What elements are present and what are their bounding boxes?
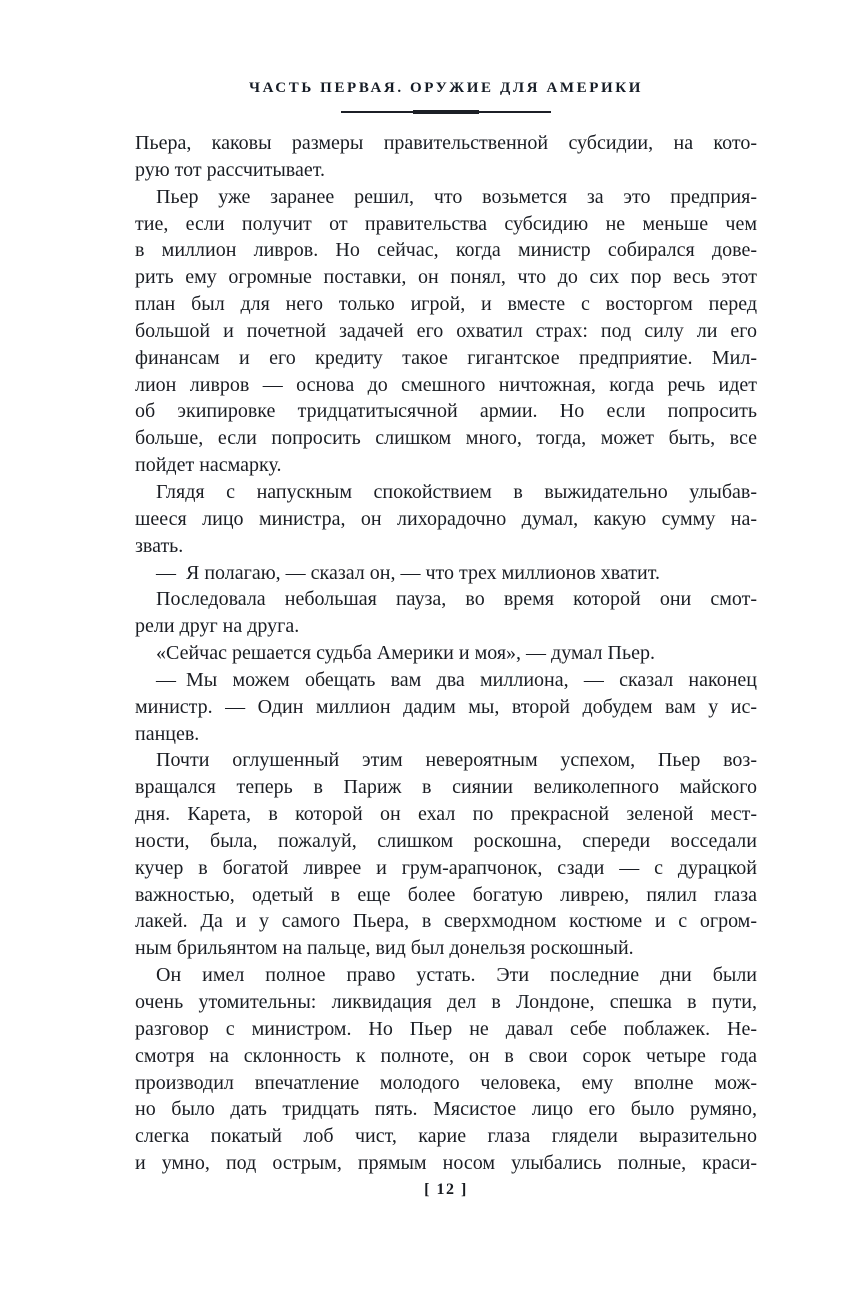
text-line: и умно, под острым, прямым носом улыбались полные, краси-: [135, 1152, 757, 1175]
divider-rule-thick: [413, 110, 479, 114]
text-line: финансам и его кредиту такое гигантское предприятие. Мил-: [135, 346, 757, 369]
text-line: рить ему огромные поставки, он понял, что до сих пор весь этот: [135, 266, 757, 289]
text-line: больше, если попросить слишком много, тогда, может быть, все: [135, 427, 757, 450]
text-line: Глядя с напускным спокойствием в выжидательно улыбав-: [156, 480, 757, 503]
text-line: в миллион ливров. Но сейчас, когда министр собирался дове-: [135, 239, 757, 262]
text-line: об экипировке тридцатитысячной армии. Но если попросить: [135, 400, 757, 423]
text-line: производил впечатление молодого человека, ему вполне мож-: [135, 1071, 757, 1094]
text-line: большой и почетной задачей его охватил страх: под силу ли его: [135, 319, 757, 342]
running-header: ЧАСТЬ ПЕРВАЯ. ОРУЖИЕ ДЛЯ АМЕРИКИ: [248, 80, 644, 96]
text-line: кучер в богатой ливрее и грум-арапчонок, сзади — с дурацкой: [135, 856, 757, 879]
text-line: лион ливров — основа до смешного ничтожная, когда речь идет: [135, 373, 757, 396]
text-line: лакей. Да и у самого Пьера, в сверхмодном костюме и с огром-: [135, 910, 757, 933]
text-line: Пьера, каковы размеры правительственной субсидии, на кото-: [135, 132, 757, 154]
header-divider: [135, 109, 757, 115]
text-line: дня. Карета, в которой он ехал по прекрасной зеленой мест-: [135, 803, 757, 826]
text-line: Почти оглушенный этим невероятным успехом, Пьер воз-: [156, 749, 757, 772]
text-line: ным брильянтом на пальце, вид был донельзя роскошный.: [135, 937, 634, 960]
text-line: «Сейчас решается судьба Америки и моя», — думал Пьер.: [156, 642, 655, 665]
text-line: Он имел полное право устать. Эти последние дни были: [156, 964, 757, 987]
text-line: панцев.: [135, 722, 200, 745]
text-line: очень утомительны: ликвидация дел в Лондоне, спешка в пути,: [135, 991, 757, 1013]
text-line: но было дать тридцать пять. Мясистое лицо его было румяно,: [135, 1098, 757, 1121]
page-number: [ 12 ]: [424, 1181, 468, 1198]
text-line: министр. — Один миллион дадим мы, второй добудем вам у ис-: [135, 695, 757, 718]
text-line: пойдет насмарку.: [135, 454, 282, 477]
text-block: [135, 130, 757, 1177]
divider-ornament-icon: [341, 109, 551, 115]
text-line: слегка покатый лоб чист, карие глаза глядели выразительно: [135, 1125, 757, 1148]
text-line: ности, была, пожалуй, слишком роскошна, спереди восседали: [135, 829, 757, 852]
text-line: смотря на склонность к полноте, он в свои сорок четыре года: [135, 1044, 757, 1067]
text-line: тие, если получит от правительства субсидию не меньше чем: [135, 212, 757, 235]
text-line: важностью, одетый в еще более богатую ливрею, пялил глаза: [135, 883, 757, 906]
text-line: план был для него только игрой, и вместе с восторгом перед: [135, 293, 757, 316]
text-line: рую тот рассчитывает.: [135, 158, 325, 181]
text-line: Пьер уже заранее решил, что возьмется за это предприя-: [156, 185, 757, 208]
text-line: — Я полагаю, — сказал он, — что трех миллионов хватит.: [156, 561, 660, 584]
text-line: рели друг на друга.: [135, 615, 300, 638]
text-line: — Мы можем обещать вам два миллиона, — сказал наконец: [156, 668, 757, 691]
text-line: разговор с министром. Но Пьер не давал себе поблажек. Не-: [135, 1017, 757, 1040]
text-line: Последовала небольшая пауза, во время которой они смот-: [156, 588, 757, 611]
text-line: шееся лицо министра, он лихорадочно думал, какую сумму на-: [135, 507, 757, 530]
text-line: звать.: [135, 534, 184, 557]
text-line: вращался теперь в Париж в сиянии великолепного майского: [135, 776, 757, 799]
